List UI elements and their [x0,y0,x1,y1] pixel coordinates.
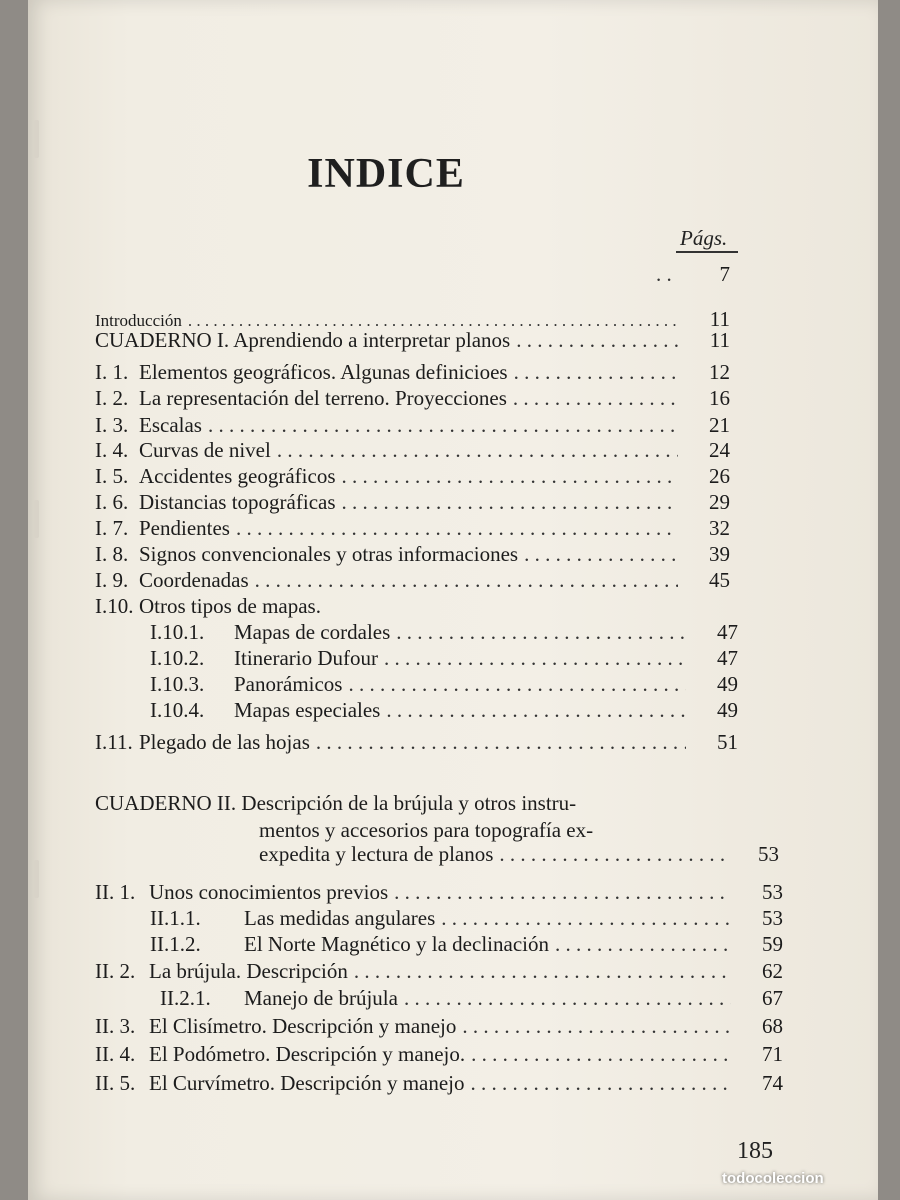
toc-entry [95,360,730,385]
page-number: 12 [709,360,730,384]
leader-dots [555,932,731,957]
toc-entry [150,698,738,723]
entry-title: Accidentes geográficos [139,464,336,488]
entry-title: Plegado de las hojas [139,730,310,754]
leader-dots [499,842,727,867]
leader-dots [342,464,679,489]
entry-number: I.10.4. [150,698,205,722]
toc-entry [95,542,730,567]
toc-entry [150,646,738,671]
leader-dots [348,672,686,697]
entry-title: Elementos geográficos. Algunas definicioes [139,360,508,384]
toc-entry [95,490,730,515]
toc-entry [95,413,730,438]
page-number: 71 [762,1042,783,1066]
page-number: 11 [709,328,730,352]
entry-title: El Norte Magnético y la declinación [244,932,549,956]
pages-column-label: Págs. [680,226,728,250]
page-number: 26 [709,464,730,488]
leader-dots [514,360,678,385]
page-number: 53 [758,842,779,866]
page-number: 11 [709,307,730,331]
page-folio-number: 185 [737,1138,773,1164]
entry-title: Las medidas angulares [244,906,436,930]
leader-dots [208,413,678,438]
toc-entry [95,568,730,593]
leader-dots [441,906,731,931]
page-number: 51 [717,730,738,754]
page-number: 49 [717,672,738,696]
leader-dots [236,516,678,541]
toc-entry [95,959,783,984]
entry-number: II. 4. [95,1042,136,1066]
page-number: 16 [709,386,730,410]
page-number: 7 [719,262,730,286]
entry-title: Escalas [139,413,202,437]
page-number: 39 [709,542,730,566]
toc-entry [150,906,783,931]
entry-number: I.10.1. [150,620,205,644]
entry-title: Pendientes [139,516,230,540]
leader-dots [396,620,686,645]
entry-number: I.11. [95,730,133,754]
page-number: 32 [709,516,730,540]
page-number: 74 [762,1071,783,1095]
entry-number: I. 9. [95,568,129,592]
entry-number: II. 2. [95,959,136,983]
entry-title: Otros tipos de mapas. [139,594,321,618]
index-heading: INDICE [307,151,465,197]
leader-dots [316,730,686,755]
entry-title: expedita y lectura de planos [259,842,494,866]
toc-entry [95,1071,783,1096]
toc-entry [150,672,738,697]
entry-number: I. 3. [95,413,129,437]
toc-entry [150,932,783,957]
leader-dots [516,328,678,353]
page-number: 21 [709,413,730,437]
entry-number: I. 5. [95,464,129,488]
leader-dots [277,438,678,463]
toc-entry [95,594,730,619]
entry-number: I. 8. [95,542,129,566]
entry-title: Coordenadas [139,568,249,592]
entry-title: CUADERNO I. Aprendiendo a interpretar planos [95,328,511,352]
entry-number: I.10. [95,594,134,618]
cuaderno-ii-heading-line: mentos y accesorios para topografía ex- [259,818,594,842]
page-number: 24 [709,438,730,462]
entry-title: La brújula. Descripción [149,959,348,983]
toc-entry [650,262,730,287]
entry-title: El Clisímetro. Descripción y manejo [149,1014,457,1038]
entry-title: Manejo de brújula [244,986,398,1010]
page-number: 47 [717,646,738,670]
page-number: 47 [717,620,738,644]
toc-entry [95,438,730,463]
entry-title: La representación del terreno. Proyecciones [139,386,507,410]
leader-dots [255,568,678,593]
toc-entry [95,1042,783,1067]
entry-title: Unos conocimientos previos [149,880,389,904]
entry-number: II. 3. [95,1014,136,1038]
toc-entry [95,328,730,353]
page-number: 45 [709,568,730,592]
entry-number: I. 1. [95,360,129,384]
entry-title: El Curvímetro. Descripción y manejo [149,1071,465,1095]
entry-title: El Podómetro. Descripción y manejo. [149,1042,466,1066]
entry-title: Curvas de nivel [139,438,271,462]
entry-title: Mapas de cordales [234,620,391,644]
entry-title: Introducción [95,311,182,330]
entry-number: I. 7. [95,516,129,540]
page-number: 67 [762,986,783,1010]
watermark-logo: todocoleccion [722,1170,824,1187]
leader-dots [471,1042,731,1067]
toc-entry [95,1014,783,1039]
leader-dots [342,490,678,515]
entry-number: I.10.2. [150,646,205,670]
toc-entry [95,386,730,411]
entry-title: Distancias topográficas [139,490,336,514]
leader-dots [354,959,731,984]
leader-dots [524,542,678,567]
entry-number: II.1.2. [150,932,201,956]
page-number: 49 [717,698,738,722]
page-number: 53 [762,906,783,930]
toc-entry [150,620,738,645]
leader-dots [513,386,678,411]
leader-dots [462,1014,731,1039]
entry-title: Panorámicos [234,672,343,696]
leader-dots [386,698,686,723]
page-number: 62 [762,959,783,983]
toc-entry [95,516,730,541]
entry-title: Mapas especiales [234,698,381,722]
entry-number: II. 5. [95,1071,136,1095]
toc-entry [95,730,738,755]
cuaderno-ii-heading-line: CUADERNO II. Descripción de la brújula y otros instru- [95,791,577,815]
page-number: 53 [762,880,783,904]
page-number: 68 [762,1014,783,1038]
toc-entry [160,986,783,1011]
page-number: 59 [762,932,783,956]
entry-title: Itinerario Dufour [234,646,379,670]
entry-number: II.1.1. [150,906,201,930]
entry-number: II. 1. [95,880,136,904]
entry-number: I. 4. [95,438,129,462]
leader-dots [394,880,731,905]
toc-entry [95,464,730,489]
toc-entry [259,842,779,867]
entry-number: I. 6. [95,490,129,514]
leader-dots [656,262,678,287]
leader-dots [404,986,731,1011]
entry-number: I.10.3. [150,672,205,696]
leader-dots [384,646,686,671]
entry-number: I. 2. [95,386,129,410]
toc-entry [95,880,783,905]
page-number: 29 [709,490,730,514]
entry-title: Signos convencionales y otras informaciones [139,542,519,566]
entry-number: II.2.1. [160,986,211,1010]
leader-dots [471,1071,731,1096]
